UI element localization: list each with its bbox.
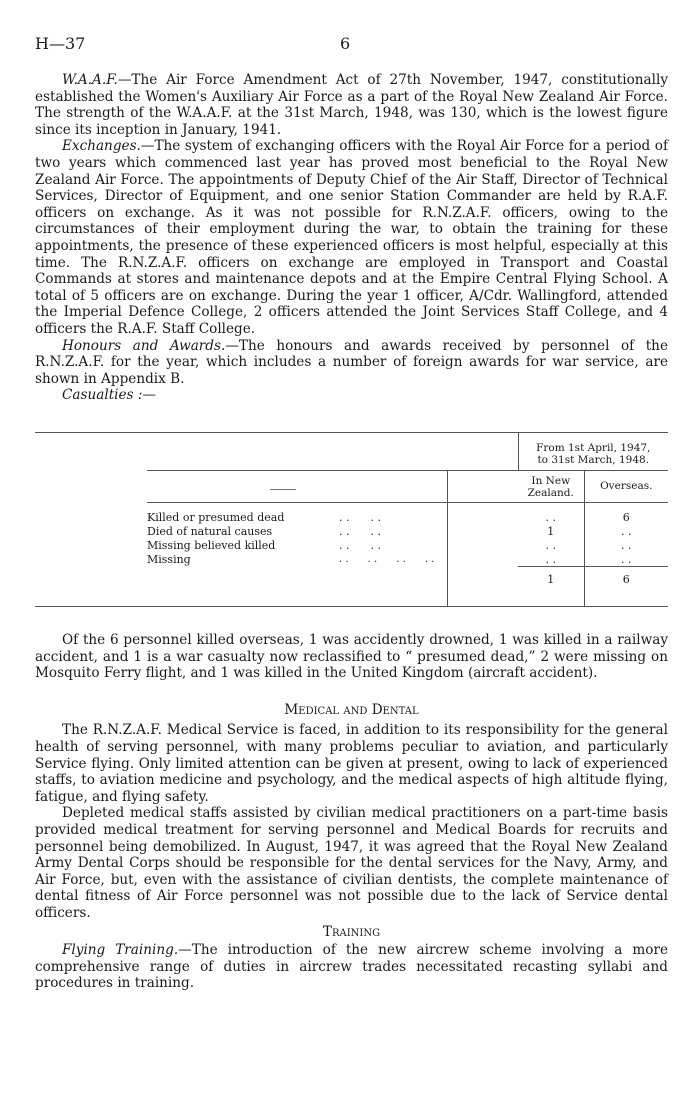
- row-overseas-value: . .: [584, 553, 668, 567]
- waaf-text: —The Air Force Amendment Act of 27th November, 1947, constitutionally established the Women's Auxiliary Air Force as a part of the Royal New Zealand Air Force. The strength of the W.A.A.F. at the 31st March, 1948, was 130, which is the lowest figure since its inception in January, 1941.: [35, 72, 668, 138]
- table-header-columns-row: [35, 471, 668, 503]
- row-nz-value: . .: [545, 552, 556, 566]
- row-label: Killed or presumed dead: [147, 511, 285, 524]
- upper-text-block: [35, 72, 668, 404]
- row-leader: . . . .: [339, 511, 381, 524]
- row-overseas-value: 6: [584, 511, 668, 525]
- period-line-2: to 31st March, 1948.: [537, 453, 650, 466]
- honours-text: —The honours and awards received by personnel of the R.N.Z.A.F. for the year, which includes a number of foreign awards for war service, are shown in Appendix B.: [35, 337, 668, 387]
- medical-heading: Medical and Dental: [284, 701, 419, 718]
- casualties-table: [35, 432, 668, 607]
- flying-lead: Flying Training.: [62, 942, 179, 959]
- table-row: [35, 511, 668, 525]
- lower-text-block: [35, 632, 668, 992]
- honours-lead: Honours and Awards.: [62, 337, 226, 354]
- table-row: [35, 539, 668, 553]
- period-header: [518, 433, 668, 471]
- flying-text: —The introduction of the new aircrew scheme involving a more comprehensive range of duties in aircrew trades necessitated recasting syllabi and procedures in training.: [35, 942, 669, 992]
- row-label: Missing: [147, 553, 191, 566]
- col-head-nz: [518, 471, 584, 503]
- row-leader: . . . .: [339, 539, 381, 552]
- total-nz-value: 1: [518, 567, 584, 593]
- table-row: [35, 553, 668, 567]
- row-label: Missing believed killed: [147, 539, 276, 552]
- table-bottom-rule-row: [35, 593, 668, 607]
- total-overseas-value: 6: [584, 567, 668, 593]
- waaf-lead: W.A.A.F.: [62, 72, 118, 88]
- casualties-lead: Casualties :—: [62, 387, 157, 404]
- medical-paragraph-2: Depleted medical staffs assisted by civilian medical practitioners on a part-time basis provided medical treatment for serving personnel and Medical Boards for recruits and personnel being demobilized. In August, 1947, it was agreed that the Royal New Zealand Army Dental Corps should be responsible for the dental services for the Navy, Army, and Air Force, but, even with the assistance of civilian dentists, the complete maintenance of dental fitness of Air Force personnel was not possible due to the lack of Service dental officers.: [35, 805, 668, 921]
- row-leader: . . . .: [339, 525, 381, 538]
- col-nz-line-1: In New: [531, 474, 571, 487]
- page-number: 6: [340, 34, 351, 53]
- row-label: Died of natural causes: [147, 525, 273, 538]
- waaf-paragraph: [35, 72, 668, 138]
- honours-paragraph: [35, 338, 668, 388]
- table-total-row: [35, 567, 668, 593]
- col-nz-line-2: Zealand.: [527, 486, 574, 499]
- col-head-overseas: Overseas.: [584, 471, 668, 503]
- page-ref: H—37: [35, 34, 86, 53]
- row-leader: . . . . . . . .: [339, 554, 435, 565]
- row-nz-value: . .: [545, 539, 556, 552]
- exchanges-text: —The system of exchanging officers with the Royal Air Force for a period of two years which commenced last year has proved most beneficial to the Royal New Zealand Air Force. The appointments of Deputy Chief of the Air Staff, Director of Technical Services, Director of Equipment, and one senior Station Commander are held by R.A.F. officers on exchange. As it was not possible for R.N.Z.A.F. officers, owing to the circumstances of their employment during the war, to obtain the training for these appointments, the presence of these experienced officers is most helpful, especially at this time. The R.N.Z.A.F. officers on exchange are employed in Transport and Coastal Commands at stores and maintenance depots and at the Empire Central Flying School. A total of 5 officers are on exchange. During the year 1 officer, A/Cdr. Wallingford, attended the Imperial Defence College, 2 officers attended the Joint Services Staff College, and 4 officers the R.A.F. Staff College.: [35, 138, 668, 337]
- training-heading: Training: [322, 923, 381, 940]
- table-row: [35, 525, 668, 539]
- stub-head: [147, 471, 447, 503]
- row-nz-value: . .: [545, 511, 556, 524]
- medical-paragraph-1: The R.N.Z.A.F. Medical Service is faced, in addition to its responsibility for the general health of serving personnel, with many problems peculiar to aviation, and particularly Service flying. Only limited attention can be given at present, owing to lack of experienced staffs, to aviation medicine and psychology, and the medical aspects of high altitude flying, fatigue, and flying safety.: [35, 722, 668, 805]
- exchanges-lead: Exchanges.: [62, 138, 141, 155]
- row-overseas-value: . .: [584, 525, 668, 539]
- exchanges-paragraph: [35, 138, 668, 337]
- after-table-paragraph: Of the 6 personnel killed overseas, 1 was accidently drowned, 1 was killed in a railway accident, and 1 is a war casualty now reclassified to “ presumed dead,” 2 were missing on Mosquito Ferry flight, and 1 was killed in the United Kingdom (aircraft accident).: [35, 632, 668, 682]
- flying-paragraph: [35, 942, 668, 992]
- row-nz-value: 1: [547, 525, 555, 538]
- table-header-period-row: [35, 433, 668, 471]
- period-line-1: From 1st April, 1947,: [536, 441, 651, 454]
- row-overseas-value: . .: [584, 539, 668, 553]
